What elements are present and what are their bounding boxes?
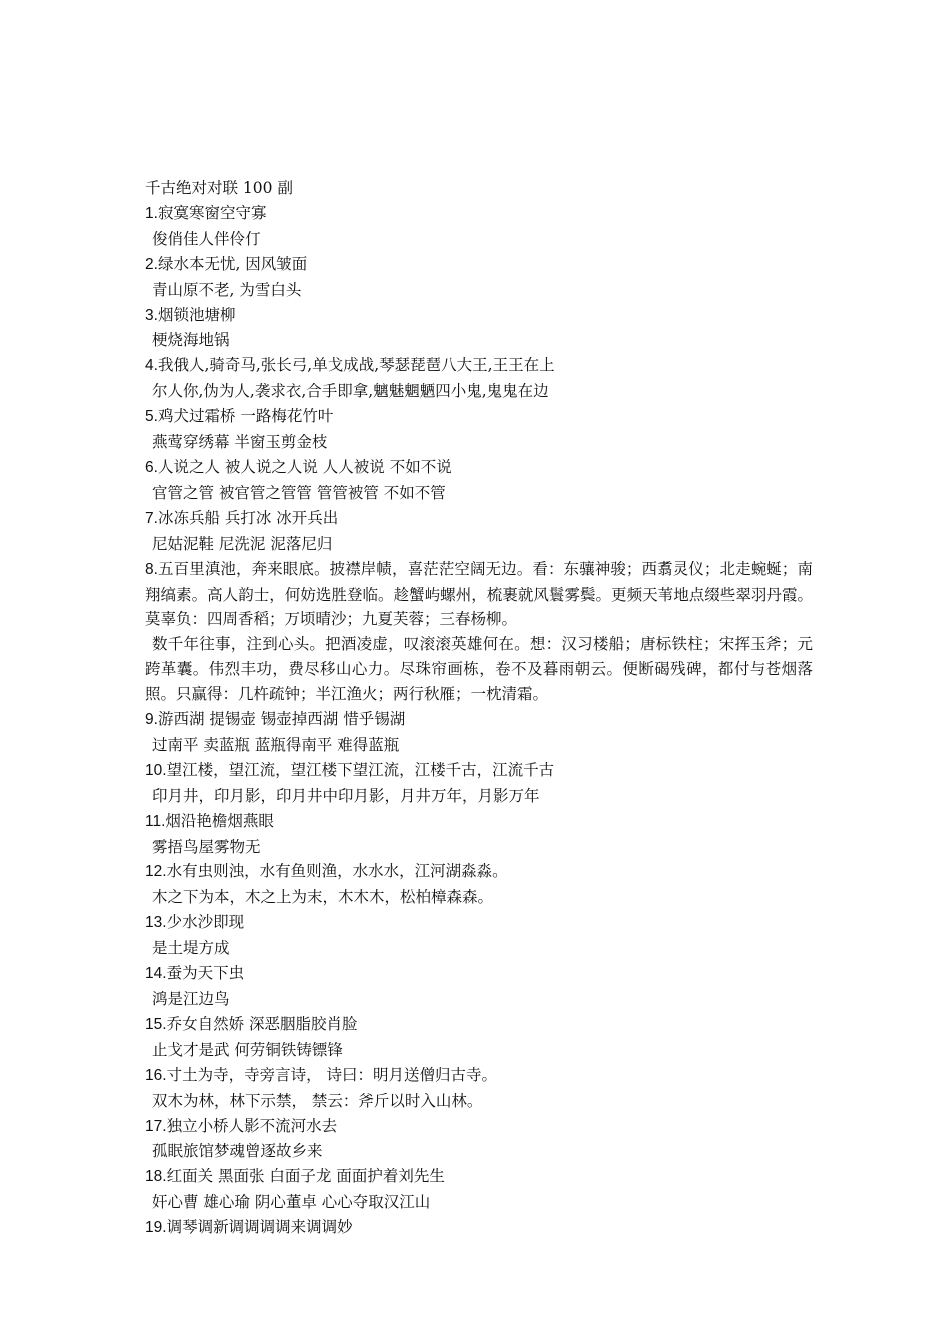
couplet-upper-line <box>145 303 813 329</box>
couplet-lower-line: 印月井，印月影，印月井中印月影，月井万年，月影万年 <box>152 786 540 805</box>
couplet-number: 7. <box>145 509 158 527</box>
couplet-upper-text: 寸土为寺，寺旁言诗， 诗曰：明月送僧归古寺。 <box>166 1065 497 1084</box>
couplet-lower-line: 官管之管 被官管之管管 管管被管 不如不管 <box>152 483 446 502</box>
couplet-upper-text: 鸡犬过霜桥 一路梅花竹叶 <box>157 407 334 426</box>
couplet-upper-line <box>145 1063 813 1089</box>
couplet-lower-paragraph: 数千年往事，注到心头。把酒凌虚，叹滚滚英雄何在。想：汉习楼船；唐标铁柱；宋挥玉斧；元跨革囊。伟烈丰功，费尽移山心力。尽珠帘画栋，卷不及暮雨朝云。便断碣残碑，都付与苍烟落照。只赢得：几杵疏钟；半江渔火；两行秋雁；一枕清霜。 <box>145 635 813 704</box>
couplet-upper-line <box>145 1012 813 1038</box>
couplet-lower-line: 梗烧海地锅 <box>152 331 230 350</box>
couplet-lower-line: 孤眠旅馆梦魂曾逐故乡来 <box>152 1142 323 1161</box>
couplet-number: 17. <box>145 1117 167 1135</box>
couplet-number: 3. <box>145 306 158 324</box>
couplet-lower-line: 鸿是江边鸟 <box>152 990 230 1008</box>
couplet-number: 13. <box>145 914 167 932</box>
couplet-lower-line: 尼姑泥鞋 尼洗泥 泥落尼归 <box>152 534 333 553</box>
couplet-upper-text: 我俄人,骑奇马,张长弓,单戈成战,琴瑟琵琶八大王,王王在上 <box>157 356 555 375</box>
couplet-upper-line <box>145 455 813 481</box>
couplet-upper-line <box>145 252 813 278</box>
couplet-number: 5. <box>145 408 158 426</box>
couplet-upper-text: 调琴调新调调调调来调调妙 <box>166 1218 353 1237</box>
couplet-lower-line: 燕莺穿绣幕 半窗玉剪金枝 <box>152 433 328 452</box>
couplet-upper-line <box>145 201 813 227</box>
couplet-upper-text: 水有虫则浊，水有鱼则渔，水水水，江河湖淼淼。 <box>166 862 508 881</box>
couplet-number: 11. <box>145 812 166 830</box>
couplet-upper-paragraph <box>145 557 813 633</box>
couplet-lower-line: 奸心曹 雄心瑜 阴心董卓 心心夺取汉江山 <box>152 1193 431 1212</box>
couplet-upper-text: 望江楼，望江流，望江楼下望江流，江楼千古，江流千古 <box>166 760 555 779</box>
couplet-number: 19. <box>145 1219 167 1237</box>
couplet-number: 10. <box>145 761 167 779</box>
couplet-upper-text: 烟锁池塘柳 <box>157 305 236 324</box>
couplet-upper-text: 乔女自然娇 深恶胭脂胶肖脸 <box>166 1014 358 1033</box>
couplet-number: 1. <box>145 204 158 222</box>
couplet-upper-line <box>145 353 813 379</box>
couplet-upper-text: 烟沿艳檐烟燕眼 <box>165 811 274 830</box>
couplet-number: 4. <box>145 357 158 375</box>
couplet-upper-line <box>145 707 813 733</box>
couplet-lower-line: 雾捂鸟屋雾物无 <box>152 837 261 856</box>
couplet-lower-line: 是土堤方成 <box>152 939 230 958</box>
couplet-lower-line: 双木为林，林下示禁， 禁云：斧斤以时入山林。 <box>152 1091 483 1110</box>
couplet-upper-text: 蚕为天下虫 <box>166 964 245 983</box>
couplet-number: 18. <box>145 1168 167 1186</box>
couplet-lower-line: 俊俏佳人伴伶仃 <box>152 229 261 248</box>
couplet-lower-line: 尔人你,伪为人,袭求衣,合手即拿,魑魅魍魉四小鬼,鬼鬼在边 <box>152 382 549 401</box>
couplet-lower-line: 青山原不老, 为雪白头 <box>152 280 302 299</box>
document-body <box>145 176 813 1241</box>
couplet-upper-line <box>145 1114 813 1140</box>
couplet-number: 15. <box>145 1015 167 1033</box>
couplet-upper-line <box>145 758 813 784</box>
couplet-number: 12. <box>145 863 167 881</box>
document-title: 千古绝对对联 100 副 <box>145 179 293 197</box>
couplet-upper-line <box>145 404 813 430</box>
couplet-upper-text: 红面关 黑面张 白面子龙 面面护着刘先生 <box>166 1167 445 1186</box>
couplet-upper-line <box>145 1164 813 1190</box>
couplet-number: 6. <box>145 458 158 476</box>
couplet-upper-line <box>145 910 813 936</box>
couplet-upper-text: 五百里滇池，奔来眼底。披襟岸帻，喜茫茫空阔无边。看：东骧神骏；西翥灵仪；北走蜿蜒；南翔缟素。高人韵士，何妨选胜登临。趁蟹屿螺州，梳裹就风鬟雾鬓。更频天苇地点缀些翠羽丹霞。莫辜负：四周香稻；万顷晴沙；九夏芙蓉；三春杨柳。 <box>145 559 813 629</box>
couplet-upper-line <box>145 859 813 885</box>
couplet-upper-text: 寂寞寒窗空守寡 <box>157 203 267 222</box>
couplet-upper-line <box>145 961 813 987</box>
couplet-number: 9. <box>145 711 158 729</box>
couplet-upper-text: 冰冻兵船 兵打冰 冰开兵出 <box>157 508 339 527</box>
couplet-number: 14. <box>145 965 167 983</box>
couplet-upper-text: 游西湖 提锡壶 锡壶掉西湖 惜乎锡湖 <box>157 710 406 729</box>
couplet-upper-text: 绿水本无忧, 因风皱面 <box>157 254 308 273</box>
couplet-upper-text: 人说之人 被人说之人说 人人被说 不如不说 <box>157 457 452 476</box>
couplet-upper-line <box>145 809 813 835</box>
couplet-number: 16. <box>145 1066 167 1084</box>
couplet-lower-line: 止戈才是武 何劳铜铁铸镖锋 <box>152 1040 343 1059</box>
couplet-upper-text: 独立小桥人影不流河水去 <box>166 1116 338 1135</box>
couplet-upper-line <box>145 506 813 532</box>
couplet-lower-line: 过南平 卖蓝瓶 蓝瓶得南平 难得蓝瓶 <box>152 735 400 754</box>
couplet-upper-text: 少水沙即现 <box>166 913 245 932</box>
couplet-number: 8. <box>145 560 158 578</box>
couplet-lower-line: 木之下为本，木之上为末，木木木，松柏樟森森。 <box>152 888 494 907</box>
couplet-upper-line <box>145 1215 813 1241</box>
couplet-number: 2. <box>145 255 158 273</box>
